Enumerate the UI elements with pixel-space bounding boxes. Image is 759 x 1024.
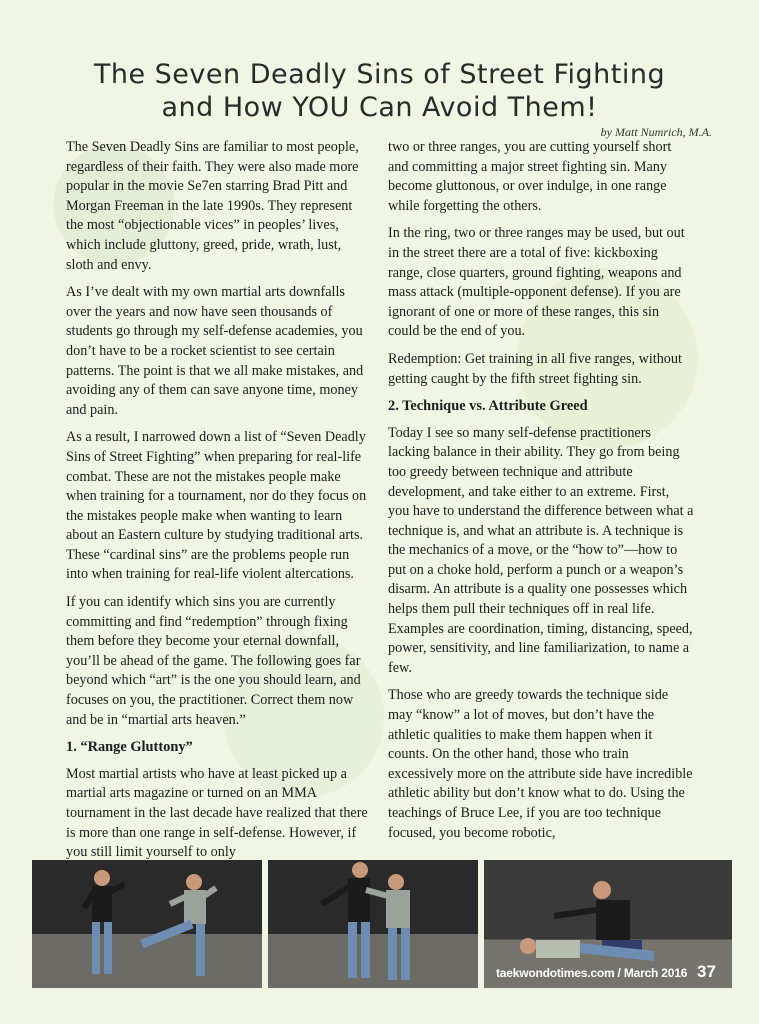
paragraph: In the ring, two or three ranges may be used, but out in the street there are a total of five: kickboxing range, close quarters, ground fighting, weapons and mass attack (multiple-opponent defense). If you are ignorant of one or more of these ranges, this sin could be the end of you. [388, 225, 685, 340]
left-column [66, 138, 368, 871]
paragraph: The Seven Deadly Sins are familiar to most people, regardless of their faith. They were also made more popular in the movie Se7en starring Brad Pitt and Morgan Freeman in the late 1990s. They represent the most “objectionable vices” in peoples’ lives, which include gluttony, greed, pride, wrath, lust, sloth and envy. [66, 139, 359, 273]
footer-site-date: taekwondotimes.com / March 2016 [496, 966, 688, 980]
grapple-figures-illustration [268, 860, 478, 988]
section-heading-range-gluttony: 1. “Range Gluttony” [66, 739, 193, 756]
paragraph: Those who are greedy towards the technique side may “know” a lot of moves, but don’t have the athletic qualities to make them happen when it counts. On the other hand, those who train excessively more on the attribute side have incredible athletic ability but don’t know what to do. Using the teachings of Bruce Lee, if you are too technique focused, you become robotic, [388, 687, 693, 841]
paragraph: As I’ve dealt with my own martial arts downfalls over the years and now have seen thousands of students go through my self-defense academies, you don’t have to be a rocket scientist to see certain patterns. The point is that we all make mistakes, and avoiding any of them can save anyone time, money and pain. [66, 284, 364, 418]
page-number: 37 [697, 962, 716, 981]
paragraph: two or three ranges, you are cutting yourself short and committing a major street fighting sin. Many become gluttonous, or over indulge, in one range while forgetting the others. [388, 139, 672, 214]
title-line-2: and How YOU Can Avoid Them! [161, 92, 598, 123]
title-line-1: The Seven Deadly Sins of Street Fighting [93, 59, 666, 90]
paragraph: If you can identify which sins you are currently committing and find “redemption” through fixing them before they become your eternal downfall, you’ll be ahead of the game. The following goes far beyond which “art” is the one you should learn, and focuses on you, the practitioner. Correct them now and be in “martial arts heaven.” [66, 594, 361, 728]
right-column [388, 138, 694, 851]
article-title [0, 58, 759, 124]
paragraph: Redemption: Get training in all five ranges, without getting caught by the fifth street fighting sin. [388, 350, 682, 387]
paragraph: Most martial artists who have at least picked up a martial arts magazine or turned on an MMA tournament in the last decade have realized that there is more than one range in self-defense. However, if you still limit yourself to only [66, 765, 368, 861]
section-heading-technique-attribute: 2. Technique vs. Attribute Greed [388, 398, 588, 415]
photo-kick [32, 860, 262, 988]
paragraph: As a result, I narrowed down a list of “Seven Deadly Sins of Street Fighting” when preparing for real-life combat. These are not the mistakes people make when training for a tournament, nor do they focus on the mistakes people make when wanting to learn about an Eastern culture by studying traditional arts. These “cardinal sins” are the problems people run into when training for real-life violent altercations. [66, 429, 367, 583]
byline: by Matt Numrich, M.A. [600, 125, 712, 139]
paragraph: Today I see so many self-defense practitioners lacking balance in their ability. They go from being too greedy between technique and attribute development, and take either to an extreme. First, you have to understand the difference between what a technique is, and what an attribute is. A technique is the mechanics of a move, or the “how to”—how to put on a choke hold, perform a punch or a weapon’s disarm. An attribute is a quality one possesses which helps them pull their techniques off in real life. Examples are coordination, timing, distancing, speed, power, sensitivity, and line familiarization, to name a few. [388, 424, 694, 676]
photo-grapple [268, 860, 478, 988]
kick-figures-illustration [32, 860, 262, 988]
